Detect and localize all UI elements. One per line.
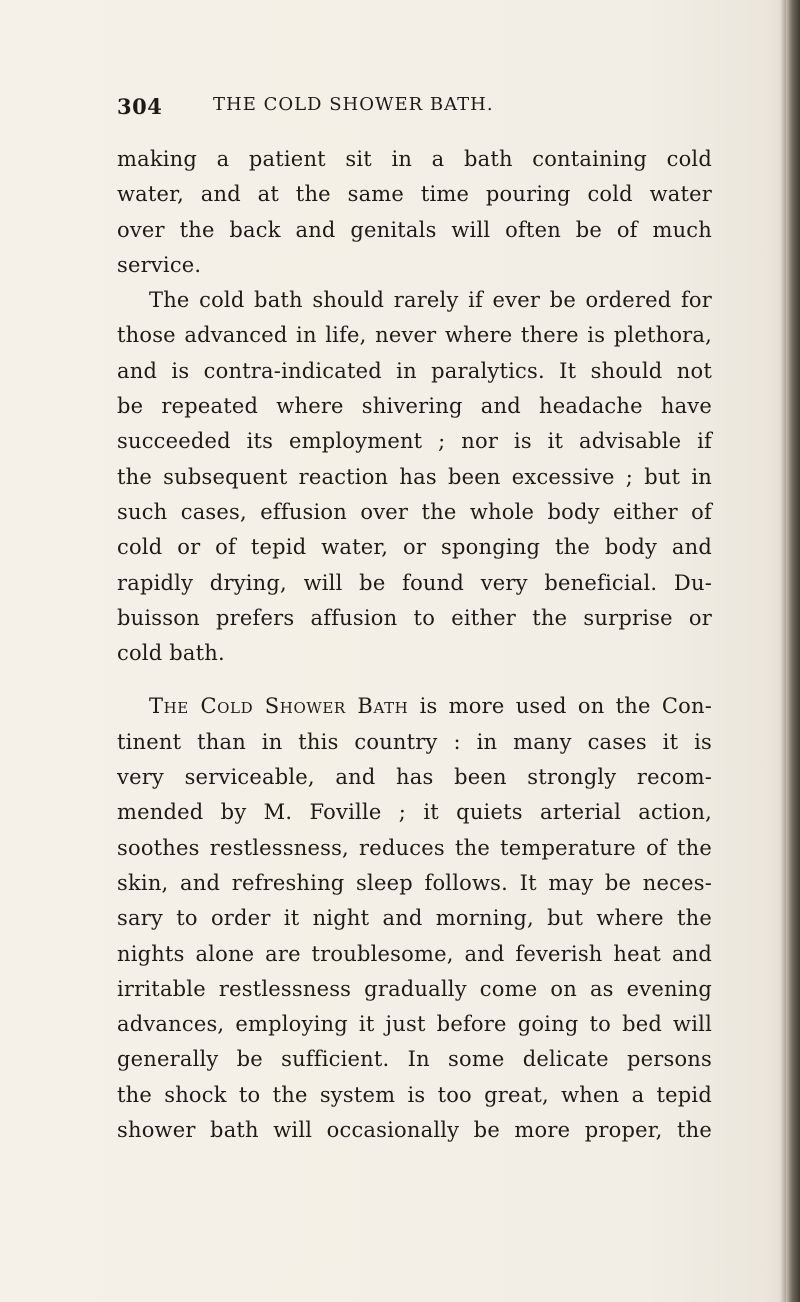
text-line: cold or of tepid water, or sponging the body and xyxy=(117,535,712,560)
page-header xyxy=(117,94,717,126)
text-line: service. xyxy=(117,252,202,277)
text-line: skin, and refreshing sleep follows. It may be neces- xyxy=(117,870,712,895)
text-line: very serviceable, and has been strongly recom- xyxy=(117,765,712,790)
text-line: sary to order it night and morning, but where the xyxy=(117,906,712,931)
page-edge xyxy=(786,0,800,1302)
text-line: The cold bath should rarely if ever be ordered for xyxy=(149,288,712,313)
text-line: advances, employing it just before going to bed will xyxy=(117,1012,712,1037)
text-line: tinent than in this country : in many cases it is xyxy=(117,729,712,754)
text-line: be repeated where shivering and headache have xyxy=(117,394,712,419)
text-line: succeeded its employment ; nor is it advisable if xyxy=(117,429,712,454)
page-number: 304 xyxy=(117,94,163,119)
paragraph-gap xyxy=(117,671,712,689)
text-line: soothes restlessness, reduces the temperature of the xyxy=(117,835,712,860)
text-line: buisson prefers affusion to either the surprise or xyxy=(117,605,712,630)
text-line-lead xyxy=(117,689,712,724)
text-line: making a patient sit in a bath containing cold xyxy=(117,147,712,171)
text-line: mended by M. Foville ; it quiets arterial action, xyxy=(117,800,712,825)
text-line: rapidly drying, will be found very beneficial. Du- xyxy=(117,570,712,595)
running-head: THE COLD SHOWER BATH. xyxy=(213,94,494,115)
body-text xyxy=(117,142,712,1148)
lead-line-rest: is more used on the Con- xyxy=(408,694,712,719)
text-line: those advanced in life, never where there is plethora, xyxy=(117,323,712,348)
text-line: and is contra-indicated in paralytics. It should not xyxy=(117,358,712,383)
text-line: over the back and genitals will often be of much xyxy=(117,217,712,242)
section-lead-in: The Cold Shower Bath xyxy=(149,694,409,719)
text-line: nights alone are troublesome, and feverish heat and xyxy=(117,941,712,966)
text-line: generally be sufficient. In some delicate persons xyxy=(117,1047,712,1072)
text-line: water, and at the same time pouring cold water xyxy=(117,182,712,207)
text-line: the shock to the system is too great, when a tepid xyxy=(117,1082,712,1107)
text-line: such cases, effusion over the whole body either of xyxy=(117,499,712,524)
text-line: cold bath. xyxy=(117,641,225,666)
text-line: irritable restlessness gradually come on as evening xyxy=(117,976,712,1001)
text-line: shower bath will occasionally be more proper, the xyxy=(117,1118,712,1143)
text-line: the subsequent reaction has been excessive ; but in xyxy=(117,464,712,489)
